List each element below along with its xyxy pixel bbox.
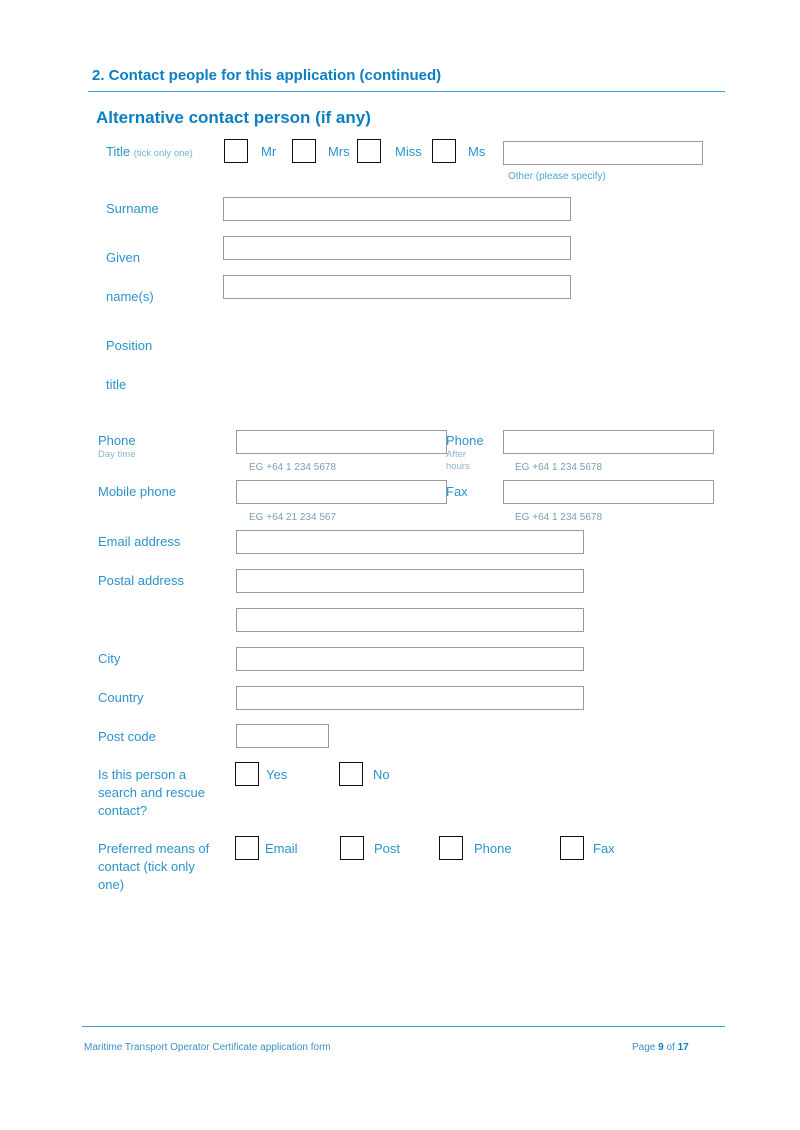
section-title: 2. Contact people for this application (continued) (92, 67, 442, 84)
preferred-phone-label: Phone (474, 841, 512, 856)
city-label: City (98, 651, 121, 666)
title-other-caption: Other (please specify) (508, 171, 606, 182)
email-label: Email address (98, 534, 181, 549)
postal-address-input-1[interactable] (236, 569, 584, 593)
given-names-input-1[interactable] (223, 236, 571, 260)
checkbox-mrs[interactable] (292, 139, 316, 163)
footer-page-current: 9 (658, 1042, 664, 1053)
position-label-2: title (106, 377, 127, 392)
mobile-hint: EG +64 21 234 567 (249, 512, 337, 523)
phone-after-label: Phone (446, 433, 484, 448)
sar-no-label: No (373, 767, 390, 782)
checkbox-ms[interactable] (432, 139, 456, 163)
phone-after-hint: EG +64 1 234 5678 (515, 462, 603, 473)
given-label: Given (106, 250, 140, 265)
mobile-input[interactable] (236, 480, 447, 504)
surname-input[interactable] (223, 197, 571, 221)
checkbox-miss[interactable] (357, 139, 381, 163)
sar-question: Is this person a search and rescue contact? (98, 767, 205, 818)
preferred-phone-checkbox[interactable] (439, 836, 463, 860)
post-code-label: Post code (98, 729, 156, 744)
title-other-input[interactable] (503, 141, 703, 165)
option-miss-label: Miss (395, 144, 422, 159)
phone-day-hint: EG +64 1 234 5678 (249, 462, 337, 473)
subsection-title: Alternative contact person (if any) (96, 108, 371, 127)
phone-day-sublabel: Day time (98, 449, 136, 460)
option-mr-label: Mr (261, 144, 277, 159)
phone-day-input[interactable] (236, 430, 447, 454)
phone-after-input[interactable] (503, 430, 714, 454)
given-names-input-2[interactable] (223, 275, 571, 299)
sar-yes-checkbox[interactable] (235, 762, 259, 786)
checkbox-mr[interactable] (224, 139, 248, 163)
email-input[interactable] (236, 530, 584, 554)
footer-divider (82, 1026, 725, 1027)
country-input[interactable] (236, 686, 584, 710)
footer-of-word: of (666, 1042, 675, 1053)
phone-day-label: Phone (98, 433, 136, 448)
phone-after-sublabel-2: hours (446, 461, 470, 472)
preferred-contact-question: Preferred means of contact (tick only one) (98, 841, 210, 892)
title-note: (tick only one) (133, 148, 193, 159)
title-label-text: Title (106, 144, 131, 159)
section-divider (88, 91, 725, 92)
phone-after-sublabel-1: After (446, 449, 467, 460)
preferred-fax-label: Fax (593, 841, 615, 856)
given-label-2: name(s) (106, 289, 154, 304)
city-input[interactable] (236, 647, 584, 671)
postal-address-input-2[interactable] (236, 608, 584, 632)
preferred-post-label: Post (374, 841, 401, 856)
option-mrs-label: Mrs (328, 144, 350, 159)
position-label: Position (106, 338, 153, 353)
fax-input[interactable] (503, 480, 714, 504)
footer-form-name: Maritime Transport Operator Certificate application form (84, 1042, 331, 1053)
sar-yes-label: Yes (266, 767, 288, 782)
surname-label: Surname (106, 201, 159, 216)
title-label (106, 144, 193, 159)
footer-page-total: 17 (677, 1042, 689, 1053)
preferred-post-checkbox[interactable] (340, 836, 364, 860)
footer-page-number (632, 1042, 689, 1053)
preferred-email-checkbox[interactable] (235, 836, 259, 860)
footer-page-word: Page (632, 1042, 656, 1053)
sar-no-checkbox[interactable] (339, 762, 363, 786)
preferred-email-label: Email (265, 841, 298, 856)
mobile-label: Mobile phone (98, 484, 177, 499)
postal-address-label: Postal address (98, 573, 184, 588)
option-ms-label: Ms (468, 144, 486, 159)
country-label: Country (98, 690, 144, 705)
fax-label: Fax (446, 484, 468, 499)
fax-hint: EG +64 1 234 5678 (515, 512, 603, 523)
preferred-fax-checkbox[interactable] (560, 836, 584, 860)
post-code-input[interactable] (236, 724, 329, 748)
